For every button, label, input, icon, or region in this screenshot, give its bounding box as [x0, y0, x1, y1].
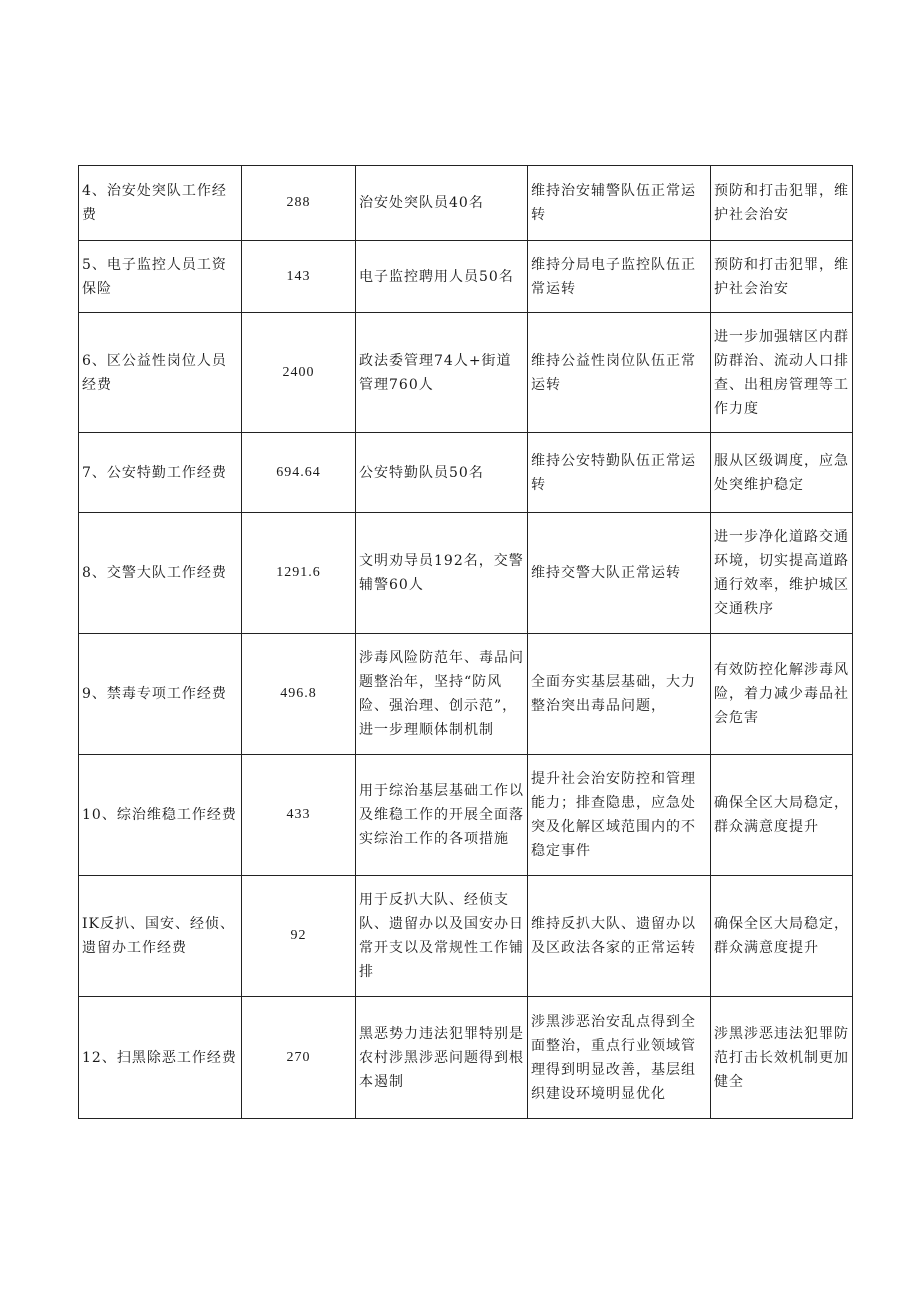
- effect-cell: 确保全区大局稳定，群众满意度提升: [711, 755, 853, 876]
- project-name-cell: 10、综治维稳工作经费: [79, 755, 242, 876]
- amount-cell: 496.8: [242, 634, 356, 755]
- output-cell: 全面夯实基层基础，大力整治突出毒品问题，: [528, 634, 711, 755]
- table-row: [79, 313, 853, 433]
- table-row: [79, 876, 853, 997]
- output-cell: 维持交警大队正常运转: [528, 513, 711, 634]
- amount-cell: 1291.6: [242, 513, 356, 634]
- effect-cell: 服从区级调度，应急处突维护稳定: [711, 433, 853, 513]
- effect-cell: 有效防控化解涉毒风险，着力减少毒品社会危害: [711, 634, 853, 755]
- amount-cell: 288: [242, 166, 356, 241]
- project-name-cell: 12、扫黑除恶工作经费: [79, 997, 242, 1119]
- project-name-cell: 8、交警大队工作经费: [79, 513, 242, 634]
- effect-cell: 预防和打击犯罪，维护社会治安: [711, 166, 853, 241]
- project-name-cell: 9、禁毒专项工作经费: [79, 634, 242, 755]
- output-cell: 维持公安特勤队伍正常运转: [528, 433, 711, 513]
- effect-cell: 进一步加强辖区内群防群治、流动人口排查、出租房管理等工作力度: [711, 313, 853, 433]
- output-cell: 涉黑涉恶治安乱点得到全面整治，重点行业领域管理得到明显改善，基层组织建设环境明显优化: [528, 997, 711, 1119]
- scope-cell: 用于综治基层基础工作以及维稳工作的开展全面落实综治工作的各项措施: [356, 755, 528, 876]
- scope-cell: 治安处突队员40名: [356, 166, 528, 241]
- output-cell: 维持治安辅警队伍正常运转: [528, 166, 711, 241]
- table-row: [79, 433, 853, 513]
- table-row: [79, 997, 853, 1119]
- table-row: [79, 241, 853, 313]
- amount-cell: 92: [242, 876, 356, 997]
- scope-cell: 黑恶势力违法犯罪特别是农村涉黑涉恶问题得到根本遏制: [356, 997, 528, 1119]
- table-row: [79, 755, 853, 876]
- effect-cell: 涉黑涉恶违法犯罪防范打击长效机制更加健全: [711, 997, 853, 1119]
- effect-cell: 进一步净化道路交通环境，切实提高道路通行效率，维护城区交通秩序: [711, 513, 853, 634]
- scope-cell: 用于反扒大队、经侦支队、遗留办以及国安办日常开支以及常规性工作铺排: [356, 876, 528, 997]
- output-cell: 维持反扒大队、遗留办以及区政法各家的正常运转: [528, 876, 711, 997]
- output-cell: 维持分局电子监控队伍正常运转: [528, 241, 711, 313]
- amount-cell: 2400: [242, 313, 356, 433]
- table-row: [79, 634, 853, 755]
- budget-table: [78, 165, 853, 1119]
- amount-cell: 270: [242, 997, 356, 1119]
- scope-cell: 文明劝导员192名，交警辅警60人: [356, 513, 528, 634]
- scope-cell: 公安特勤队员50名: [356, 433, 528, 513]
- amount-cell: 143: [242, 241, 356, 313]
- scope-cell: 涉毒风险防范年、毒品问题整治年，坚持“防风险、强治理、创示范”，进一步理顺体制机制: [356, 634, 528, 755]
- amount-cell: 433: [242, 755, 356, 876]
- effect-cell: 预防和打击犯罪，维护社会治安: [711, 241, 853, 313]
- project-name-cell: IK反扒、国安、经侦、遗留办工作经费: [79, 876, 242, 997]
- output-cell: 提升社会治安防控和管理能力；排查隐患，应急处突及化解区域范围内的不稳定事件: [528, 755, 711, 876]
- table-row: [79, 513, 853, 634]
- project-name-cell: 5、电子监控人员工资保险: [79, 241, 242, 313]
- effect-cell: 确保全区大局稳定，群众满意度提升: [711, 876, 853, 997]
- scope-cell: 政法委管理74人+街道管理760人: [356, 313, 528, 433]
- project-name-cell: 4、治安处突队工作经费: [79, 166, 242, 241]
- project-name-cell: 6、区公益性岗位人员经费: [79, 313, 242, 433]
- table-row: [79, 166, 853, 241]
- scope-cell: 电子监控聘用人员50名: [356, 241, 528, 313]
- amount-cell: 694.64: [242, 433, 356, 513]
- project-name-cell: 7、公安特勤工作经费: [79, 433, 242, 513]
- output-cell: 维持公益性岗位队伍正常运转: [528, 313, 711, 433]
